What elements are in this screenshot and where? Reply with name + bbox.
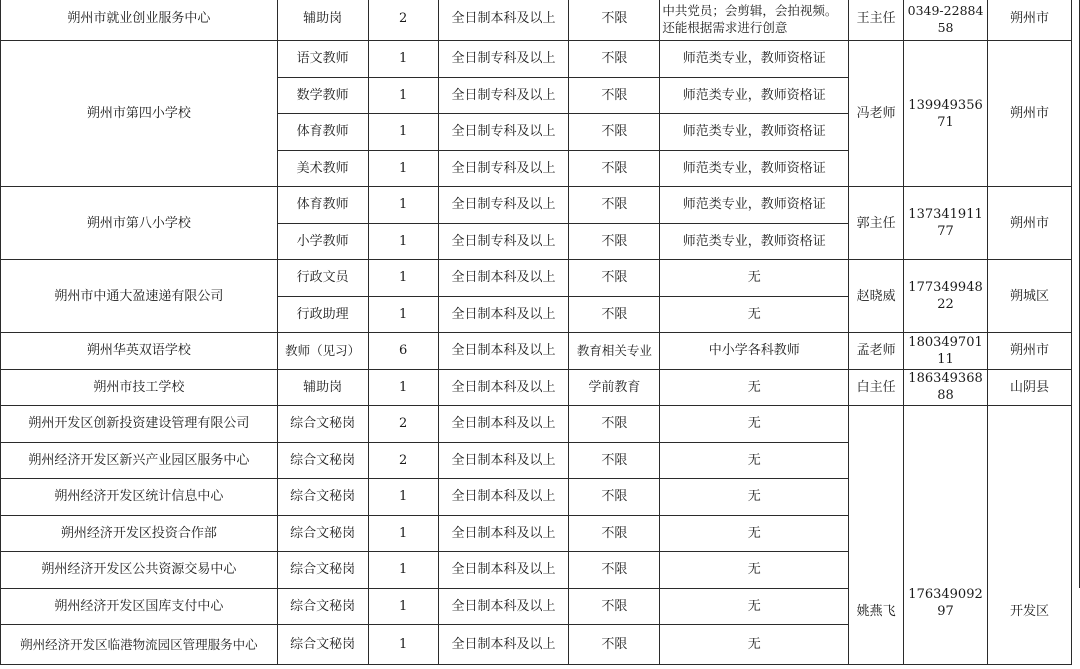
phone-cell: 17734994822 xyxy=(904,260,988,333)
requirement-cell: 无 xyxy=(660,442,849,479)
position-cell: 综合文秘岗 xyxy=(277,625,368,665)
contact-cell: 孟老师 xyxy=(849,333,904,370)
education-cell: 全日制本科及以上 xyxy=(438,515,569,552)
requirement-cell: 无 xyxy=(660,588,849,625)
major-cell: 教育相关专业 xyxy=(569,333,660,370)
requirement-cell: 无 xyxy=(660,515,849,552)
requirement-cell: 无 xyxy=(660,479,849,516)
phone-cell: 0349-2288458 xyxy=(904,0,988,41)
count-cell: 1 xyxy=(368,223,438,260)
major-cell: 不限 xyxy=(569,442,660,479)
table-row xyxy=(1,333,1080,370)
count-cell: 1 xyxy=(368,187,438,224)
unit-cell: 朔州经济开发区统计信息中心 xyxy=(1,479,278,516)
count-cell: 2 xyxy=(368,406,438,443)
table-row xyxy=(1,187,1080,224)
phone-cell: 13734191177 xyxy=(904,187,988,260)
requirement-cell: 无 xyxy=(660,296,849,333)
position-cell: 小学教师 xyxy=(277,223,368,260)
count-cell: 1 xyxy=(368,515,438,552)
table-row xyxy=(1,41,1080,78)
position-cell: 综合文秘岗 xyxy=(277,479,368,516)
count-cell: 1 xyxy=(368,150,438,187)
phone-cell: 13994935671 xyxy=(904,41,988,187)
education-cell: 全日制本科及以上 xyxy=(438,369,569,406)
unit-cell: 朔州市第四小学校 xyxy=(1,41,278,187)
requirement-cell: 中共党员；会剪辑，会拍视频。还能根据需求进行创意 xyxy=(660,0,849,41)
education-cell: 全日制本科及以上 xyxy=(438,625,569,665)
phone-cell: 18634936888 xyxy=(904,369,988,406)
location-cell: 朔城区 xyxy=(987,260,1071,333)
major-cell: 不限 xyxy=(569,41,660,78)
unit-cell: 朔州经济开发区新兴产业园区服务中心 xyxy=(1,442,278,479)
requirement-cell: 师范类专业，教师资格证 xyxy=(660,41,849,78)
contact-cell: 郭主任 xyxy=(849,187,904,260)
education-cell: 全日制专科及以上 xyxy=(438,150,569,187)
count-cell: 1 xyxy=(368,625,438,665)
position-cell: 体育教师 xyxy=(277,187,368,224)
location-cell: 朔州市 xyxy=(987,41,1071,187)
count-cell: 2 xyxy=(368,442,438,479)
major-cell: 不限 xyxy=(569,552,660,589)
education-cell: 全日制本科及以上 xyxy=(438,479,569,516)
contact-cell: 姚燕飞 xyxy=(849,406,904,665)
location-cell: 朔州市 xyxy=(987,333,1071,370)
major-cell: 不限 xyxy=(569,479,660,516)
major-cell: 不限 xyxy=(569,625,660,665)
contact-cell: 冯老师 xyxy=(849,41,904,187)
major-cell: 不限 xyxy=(569,515,660,552)
education-cell: 全日制本科及以上 xyxy=(438,588,569,625)
position-cell: 体育教师 xyxy=(277,114,368,151)
unit-cell: 朔州经济开发区投资合作部 xyxy=(1,515,278,552)
position-cell: 辅助岗 xyxy=(277,0,368,41)
count-cell: 1 xyxy=(368,479,438,516)
phone-cell: 18034970111 xyxy=(904,333,988,370)
major-cell: 不限 xyxy=(569,406,660,443)
position-cell: 行政助理 xyxy=(277,296,368,333)
major-cell: 不限 xyxy=(569,0,660,41)
position-cell: 综合文秘岗 xyxy=(277,515,368,552)
unit-cell: 朔州开发区创新投资建设管理有限公司 xyxy=(1,406,278,443)
unit-cell: 朔州经济开发区临港物流园区管理服务中心 xyxy=(1,625,278,665)
education-cell: 全日制本科及以上 xyxy=(438,333,569,370)
table-row xyxy=(1,260,1080,297)
phone-cell: 17634909297 xyxy=(904,406,988,665)
major-cell: 不限 xyxy=(569,77,660,114)
position-cell: 数学教师 xyxy=(277,77,368,114)
table-row xyxy=(1,0,1080,41)
count-cell: 2 xyxy=(368,0,438,41)
location-cell: 山阴县 xyxy=(987,369,1071,406)
count-cell: 1 xyxy=(368,369,438,406)
major-cell: 不限 xyxy=(569,150,660,187)
major-cell: 学前教育 xyxy=(569,369,660,406)
table-row xyxy=(1,406,1080,443)
table-row xyxy=(1,369,1080,406)
location-cell: 朔州市 xyxy=(987,0,1071,41)
contact-cell: 赵晓威 xyxy=(849,260,904,333)
unit-cell: 朔州市中通大盈速递有限公司 xyxy=(1,260,278,333)
education-cell: 全日制专科及以上 xyxy=(438,114,569,151)
requirement-cell: 无 xyxy=(660,406,849,443)
unit-cell: 朔州市技工学校 xyxy=(1,369,278,406)
unit-cell: 朔州华英双语学校 xyxy=(1,333,278,370)
count-cell: 1 xyxy=(368,114,438,151)
requirement-cell: 师范类专业，教师资格证 xyxy=(660,114,849,151)
requirement-cell: 中小学各科教师 xyxy=(660,333,849,370)
education-cell: 全日制本科及以上 xyxy=(438,260,569,297)
education-cell: 全日制本科及以上 xyxy=(438,442,569,479)
education-cell: 全日制专科及以上 xyxy=(438,77,569,114)
unit-cell: 朔州市第八小学校 xyxy=(1,187,278,260)
requirement-cell: 师范类专业，教师资格证 xyxy=(660,223,849,260)
position-cell: 综合文秘岗 xyxy=(277,442,368,479)
education-cell: 全日制本科及以上 xyxy=(438,552,569,589)
requirement-cell: 师范类专业，教师资格证 xyxy=(660,77,849,114)
education-cell: 全日制专科及以上 xyxy=(438,187,569,224)
major-cell: 不限 xyxy=(569,187,660,224)
major-cell: 不限 xyxy=(569,296,660,333)
location-cell: 朔州市 xyxy=(987,187,1071,260)
count-cell: 6 xyxy=(368,333,438,370)
count-cell: 1 xyxy=(368,588,438,625)
unit-cell: 朔州市就业创业服务中心 xyxy=(1,0,278,41)
unit-cell: 朔州经济开发区国库支付中心 xyxy=(1,588,278,625)
education-cell: 全日制专科及以上 xyxy=(438,223,569,260)
major-cell: 不限 xyxy=(569,114,660,151)
count-cell: 1 xyxy=(368,296,438,333)
education-cell: 全日制本科及以上 xyxy=(438,0,569,41)
requirement-cell: 无 xyxy=(660,369,849,406)
contact-cell: 王主任 xyxy=(849,0,904,41)
position-cell: 辅助岗 xyxy=(277,369,368,406)
major-cell: 不限 xyxy=(569,223,660,260)
location-cell: 开发区 xyxy=(987,406,1071,665)
education-cell: 全日制本科及以上 xyxy=(438,406,569,443)
position-cell: 综合文秘岗 xyxy=(277,588,368,625)
count-cell: 1 xyxy=(368,77,438,114)
requirement-cell: 无 xyxy=(660,625,849,665)
count-cell: 1 xyxy=(368,41,438,78)
count-cell: 1 xyxy=(368,552,438,589)
position-cell: 语文教师 xyxy=(277,41,368,78)
major-cell: 不限 xyxy=(569,260,660,297)
requirement-cell: 师范类专业，教师资格证 xyxy=(660,187,849,224)
position-cell: 行政文员 xyxy=(277,260,368,297)
position-cell: 综合文秘岗 xyxy=(277,552,368,589)
education-cell: 全日制专科及以上 xyxy=(438,41,569,78)
position-cell: 综合文秘岗 xyxy=(277,406,368,443)
count-cell: 1 xyxy=(368,260,438,297)
requirement-cell: 无 xyxy=(660,260,849,297)
contact-cell: 白主任 xyxy=(849,369,904,406)
unit-cell: 朔州经济开发区公共资源交易中心 xyxy=(1,552,278,589)
requirement-cell: 无 xyxy=(660,552,849,589)
requirement-cell: 师范类专业，教师资格证 xyxy=(660,150,849,187)
major-cell: 不限 xyxy=(569,588,660,625)
position-cell: 教师（见习） xyxy=(277,333,368,370)
position-cell: 美术教师 xyxy=(277,150,368,187)
education-cell: 全日制本科及以上 xyxy=(438,296,569,333)
